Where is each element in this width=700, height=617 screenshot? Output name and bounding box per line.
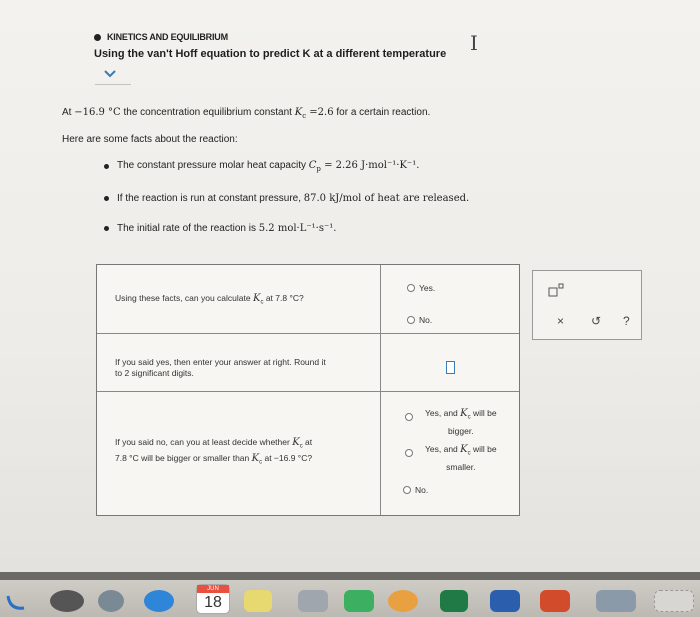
- excel-icon[interactable]: [440, 590, 468, 612]
- opt1-c: bigger.: [448, 425, 474, 436]
- close-icon[interactable]: ×: [557, 314, 565, 328]
- q2-line2: to 2 significant digits.: [115, 368, 194, 378]
- option-yes-label: Yes.: [419, 283, 436, 293]
- math-toolbar: [532, 270, 642, 340]
- q3-line1-var: K: [292, 437, 300, 448]
- launcher-icon[interactable]: [6, 592, 28, 612]
- fact-text: If the reaction is run at constant pressure,: [117, 193, 304, 204]
- divider: [95, 84, 131, 85]
- facts-heading: Here are some facts about the reaction:: [62, 134, 238, 145]
- bullet: [104, 196, 109, 201]
- opt2-c: smaller.: [446, 461, 476, 472]
- intro-value: =2.6: [306, 107, 334, 118]
- intro-suffix: for a certain reaction.: [333, 107, 431, 118]
- radio-smaller[interactable]: [405, 449, 413, 457]
- header: [94, 32, 446, 60]
- answer-input[interactable]: [446, 361, 455, 374]
- opt2-var: K: [460, 444, 468, 455]
- calendar-day: 18: [204, 594, 222, 611]
- screen-bezel: [0, 572, 700, 580]
- opt1-a: Yes, and: [425, 408, 461, 418]
- option-yes[interactable]: [407, 283, 435, 293]
- undo-icon[interactable]: ↺: [591, 314, 602, 328]
- option-bigger[interactable]: [405, 407, 497, 438]
- q3-line1-pre: If you said no, can you at least decide whether: [115, 437, 293, 447]
- option-no-label: No.: [419, 315, 433, 325]
- messages-icon[interactable]: [344, 590, 374, 612]
- word-icon[interactable]: [490, 590, 520, 612]
- question-compare-text: [115, 437, 312, 468]
- opt1-b: will be: [470, 408, 497, 418]
- opt2-b: will be: [470, 444, 497, 454]
- fact-item: [104, 223, 336, 234]
- option-no-compare-label: No.: [415, 485, 429, 495]
- intro-prefix: At: [62, 107, 75, 118]
- option-smaller[interactable]: [405, 443, 497, 474]
- q3-line1-post: at: [302, 437, 313, 447]
- calendar-month: JUN: [197, 585, 229, 593]
- photos-icon[interactable]: [50, 590, 84, 612]
- intro-mid: the concentration equilibrium constant: [120, 107, 295, 118]
- q1-pre: Using these facts, can you calculate: [115, 293, 253, 303]
- bullet: [104, 226, 109, 231]
- option-no-compare[interactable]: [403, 485, 428, 495]
- q3-line1-sub: c: [299, 443, 303, 450]
- q1-post: at 7.8 °C?: [263, 293, 304, 303]
- rocket-icon[interactable]: [98, 590, 124, 612]
- intro-temperature: −16.9 °C: [74, 107, 121, 118]
- opt2-sub: c: [467, 450, 471, 457]
- fact-value: 5.2 mol·L⁻¹·s⁻¹.: [258, 223, 337, 234]
- radio-bigger[interactable]: [405, 413, 413, 421]
- fact-sub: p: [316, 165, 321, 173]
- notes-icon[interactable]: [244, 590, 272, 612]
- fact-text: The initial rate of the reaction is: [117, 223, 259, 234]
- app-icon[interactable]: [298, 590, 328, 612]
- intro-k-sub: c: [302, 112, 307, 120]
- question-answer-text: [115, 357, 326, 379]
- safari-icon[interactable]: [144, 590, 174, 612]
- chevron-down-icon[interactable]: [104, 70, 116, 78]
- fact-var: C: [308, 160, 317, 171]
- q3-line2-var: K: [251, 452, 260, 464]
- bullet: [104, 164, 109, 169]
- radio-no[interactable]: [407, 316, 415, 324]
- q2-line1: If you said yes, then enter your answer at right. Round it: [115, 357, 326, 367]
- radio-no-compare[interactable]: [403, 486, 411, 494]
- help-icon[interactable]: ?: [623, 314, 630, 328]
- text-cursor-icon: I: [470, 31, 478, 55]
- superscript-icon[interactable]: [548, 283, 564, 297]
- q3-line2-post: at −16.9 °C?: [262, 452, 313, 463]
- radio-yes[interactable]: [407, 284, 415, 292]
- fact-item: [104, 160, 419, 173]
- question-calculate-text: [115, 293, 304, 309]
- app-icon[interactable]: [388, 590, 418, 612]
- fact-item: [104, 193, 469, 204]
- calendar-icon[interactable]: [196, 584, 230, 614]
- opt1-var: K: [460, 408, 468, 419]
- intro-k: K: [294, 107, 303, 118]
- question-table: [96, 264, 520, 516]
- q3-line2-sub: c: [259, 459, 263, 466]
- topic-bullet: [94, 34, 101, 41]
- option-no[interactable]: [407, 315, 432, 325]
- opt1-sub: c: [467, 414, 471, 421]
- problem-intro: [62, 107, 430, 120]
- fact-text: The constant pressure molar heat capacity: [117, 160, 309, 171]
- app-icon[interactable]: [596, 590, 636, 612]
- topic-label: KINETICS AND EQUILIBRIUM: [107, 32, 228, 42]
- q1-sub: c: [260, 299, 264, 306]
- q3-line2-pre: 7.8 °C will be bigger or smaller than: [115, 452, 252, 463]
- page-title: Using the van't Hoff equation to predict K at a different temperature: [94, 48, 447, 60]
- q1-var: K: [252, 293, 261, 304]
- opt2-a: Yes, and: [425, 444, 461, 454]
- fact-value: = 2.26 J·mol⁻¹·K⁻¹.: [320, 160, 420, 171]
- powerpoint-icon[interactable]: [540, 590, 570, 612]
- fact-value: 87.0 kJ/mol of heat are released.: [303, 193, 470, 204]
- trash-icon[interactable]: [654, 590, 694, 612]
